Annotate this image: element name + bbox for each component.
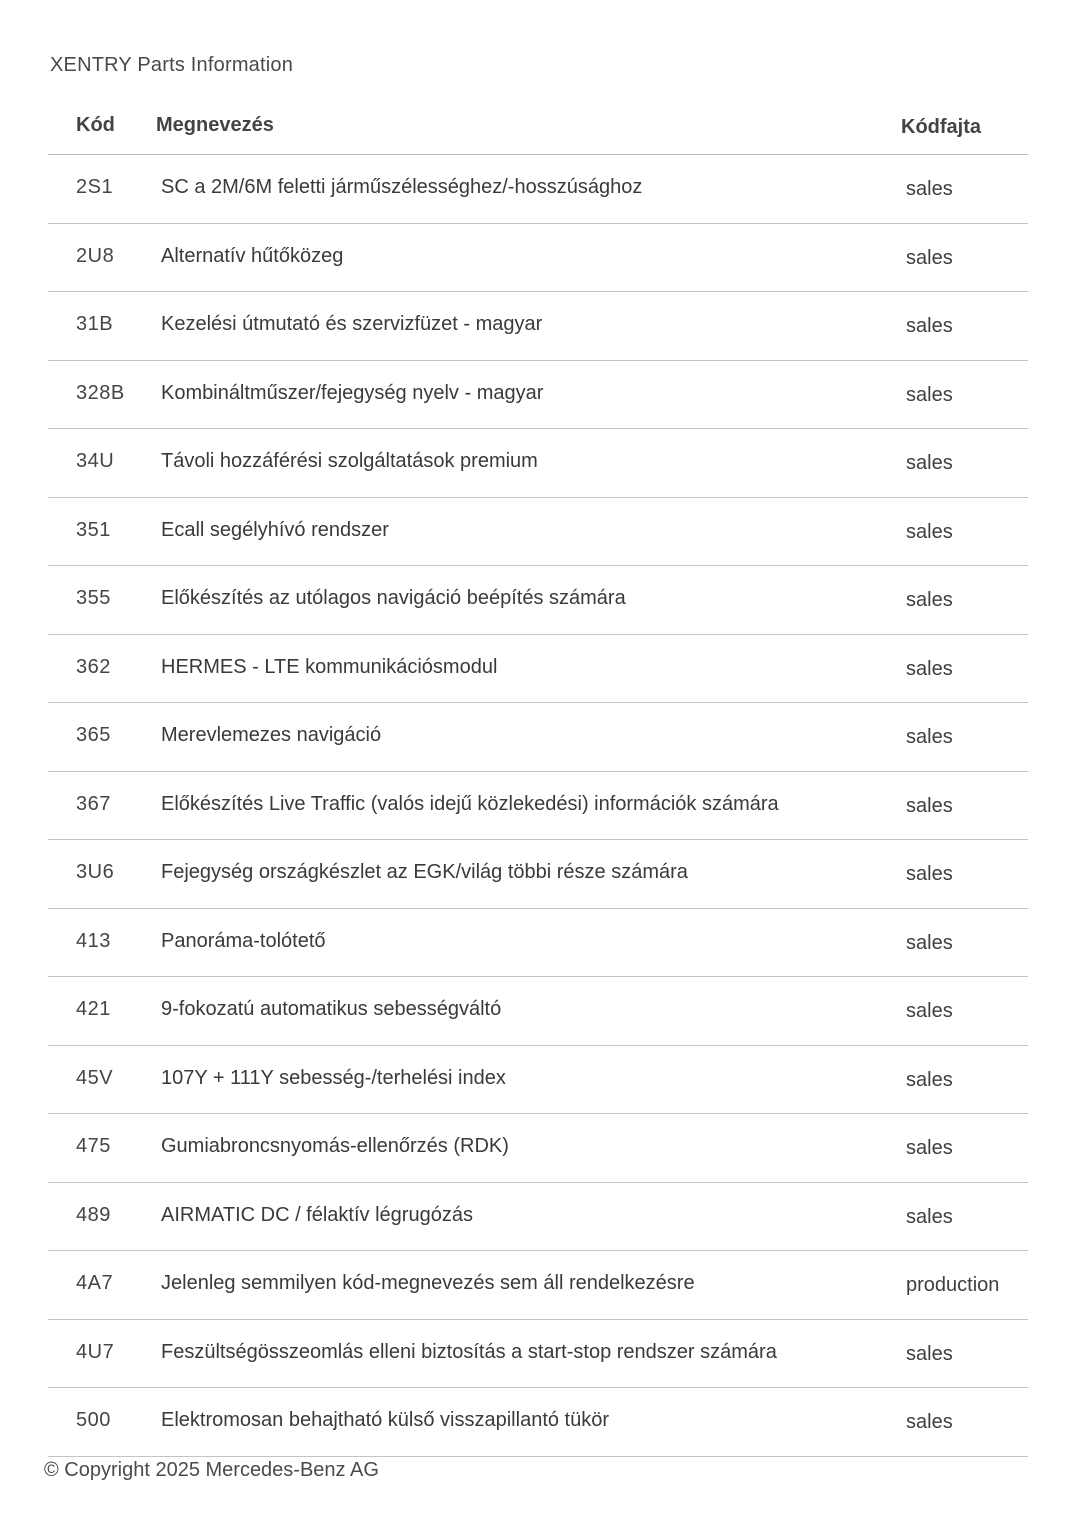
- cell-name: SC a 2M/6M feletti járműszélességhez/-hosszúsághoz: [161, 176, 643, 198]
- cell-name: Kombináltműszer/fejegység nyelv - magyar: [161, 381, 544, 404]
- table-row: [48, 224, 1028, 293]
- cell-code: 45V: [76, 1066, 114, 1089]
- table-row: [48, 1388, 1028, 1457]
- cell-type: sales: [906, 1205, 953, 1228]
- cell-type: sales: [906, 452, 953, 474]
- cell-type: sales: [906, 931, 953, 954]
- cell-type: sales: [906, 1137, 953, 1159]
- cell-type: sales: [906, 1411, 953, 1433]
- table-row: [48, 840, 1028, 909]
- table-row: [48, 1046, 1028, 1115]
- table-row: [48, 909, 1028, 978]
- table-row: [48, 772, 1028, 841]
- table-row: [48, 977, 1028, 1046]
- cell-code: 2S1: [76, 176, 114, 198]
- cell-type: sales: [906, 383, 953, 406]
- cell-name: Előkészítés Live Traffic (valós idejű közlekedési) információk számára: [161, 792, 779, 815]
- table-body: [48, 155, 1028, 1457]
- cell-type: sales: [906, 726, 953, 748]
- document-title: XENTRY Parts Information: [50, 54, 294, 76]
- table-row: [48, 498, 1028, 567]
- table-row: [48, 292, 1028, 361]
- cell-type: sales: [906, 246, 953, 269]
- cell-type: sales: [906, 794, 953, 817]
- table-row: [48, 1320, 1028, 1389]
- table-row: [48, 1114, 1028, 1183]
- cell-type: sales: [906, 863, 953, 885]
- table-row: [48, 155, 1028, 224]
- cell-code: 328B: [76, 381, 125, 404]
- cell-type: sales: [906, 1000, 953, 1022]
- table-row: [48, 361, 1028, 430]
- cell-code: 413: [76, 929, 111, 952]
- cell-name: Ecall segélyhívó rendszer: [161, 518, 389, 541]
- cell-code: 489: [76, 1203, 111, 1226]
- cell-code: 2U8: [76, 244, 115, 267]
- cell-name: 107Y + 111Y sebesség-/terhelési index: [161, 1066, 506, 1089]
- cell-code: 365: [76, 724, 111, 746]
- cell-name: Panoráma-tolótető: [161, 929, 326, 952]
- cell-code: 421: [76, 998, 111, 1020]
- cell-code: 4A7: [76, 1272, 114, 1294]
- cell-type: sales: [906, 520, 953, 543]
- cell-name: Kezelési útmutató és szervizfüzet - magyar: [161, 313, 543, 335]
- column-header-type: Kódfajta: [901, 116, 981, 138]
- cell-name: Merevlemezes navigáció: [161, 724, 382, 746]
- cell-name: Távoli hozzáférési szolgáltatások premium: [161, 450, 538, 472]
- copyright-footer: © Copyright 2025 Mercedes-Benz AG: [44, 1459, 379, 1481]
- table-row: [48, 635, 1028, 704]
- cell-type: sales: [906, 657, 953, 680]
- cell-type: sales: [906, 1342, 953, 1365]
- cell-code: 500: [76, 1409, 111, 1431]
- cell-name: Alternatív hűtőközeg: [161, 244, 344, 267]
- cell-type: sales: [906, 589, 953, 611]
- cell-code: 4U7: [76, 1340, 115, 1363]
- cell-type: production: [906, 1274, 1000, 1296]
- cell-type: sales: [906, 315, 953, 337]
- cell-code: 3U6: [76, 861, 115, 883]
- cell-type: sales: [906, 178, 953, 200]
- cell-name: Előkészítés az utólagos navigáció beépítés számára: [161, 587, 626, 609]
- cell-code: 31B: [76, 313, 114, 335]
- cell-name: Gumiabroncsnyomás-ellenőrzés (RDK): [161, 1135, 509, 1157]
- cell-name: AIRMATIC DC / félaktív légrugózás: [161, 1203, 473, 1226]
- column-header-code: Kód: [76, 114, 115, 136]
- table-row: [48, 1251, 1028, 1320]
- cell-code: 475: [76, 1135, 111, 1157]
- table-row: [48, 566, 1028, 635]
- table-row: [48, 429, 1028, 498]
- cell-code: 367: [76, 792, 111, 815]
- table-header: [48, 104, 1028, 155]
- cell-name: 9-fokozatú automatikus sebességváltó: [161, 998, 502, 1020]
- cell-name: Feszültségösszeomlás elleni biztosítás a start-stop rendszer számára: [161, 1340, 777, 1363]
- table-row: [48, 1183, 1028, 1252]
- column-header-name: Megnevezés: [156, 114, 274, 136]
- cell-name: Elektromosan behajtható külső visszapillantó tükör: [161, 1409, 610, 1431]
- parts-code-table: [48, 104, 1028, 1457]
- cell-name: Jelenleg semmilyen kód-megnevezés sem áll rendelkezésre: [161, 1272, 695, 1294]
- cell-name: Fejegység országkészlet az EGK/világ többi része számára: [161, 861, 688, 883]
- cell-code: 355: [76, 587, 111, 609]
- cell-code: 351: [76, 518, 111, 541]
- cell-type: sales: [906, 1068, 953, 1091]
- cell-code: 34U: [76, 450, 115, 472]
- cell-name: HERMES - LTE kommunikációsmodul: [161, 655, 498, 678]
- table-row: [48, 703, 1028, 772]
- cell-code: 362: [76, 655, 111, 678]
